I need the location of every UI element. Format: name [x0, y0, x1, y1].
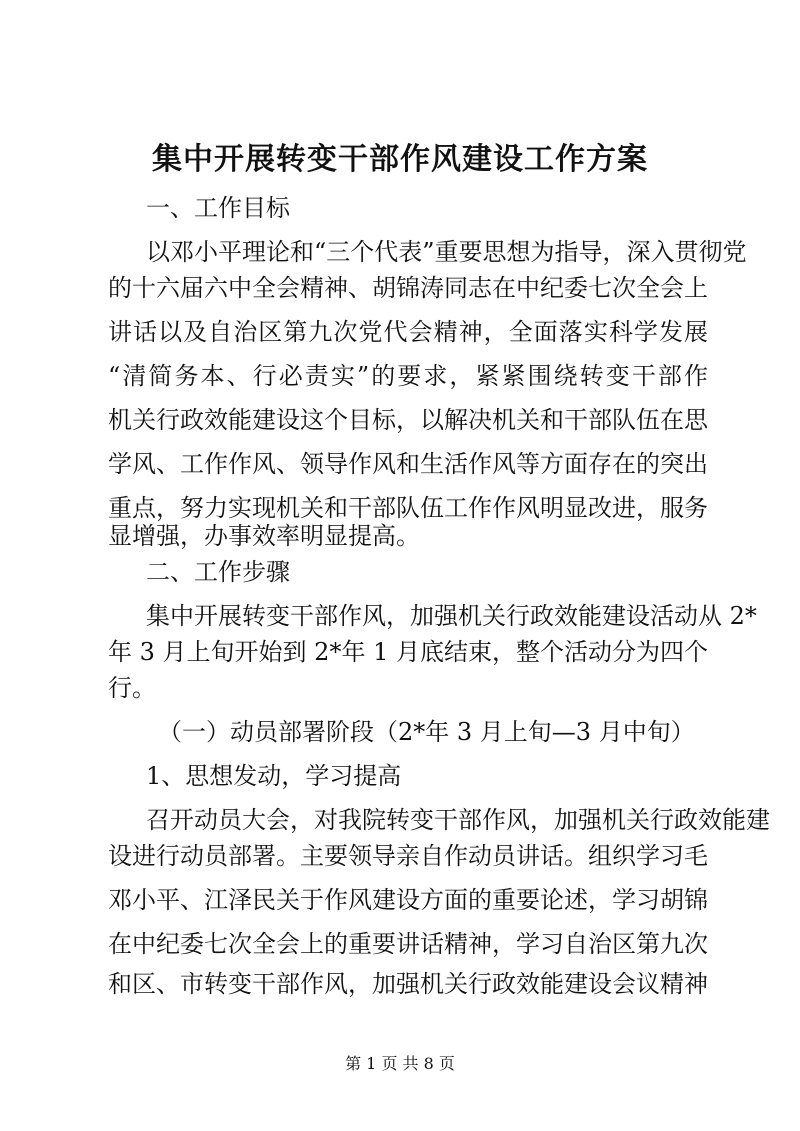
document-title: 集中开展转变干部作风建设工作方案 [152, 142, 648, 177]
paragraph-line: 的十六届六中全会精神、胡锦涛同志在中纪委七次全会上 [108, 274, 708, 302]
paragraph-line: 以邓小平理论和“三个代表”重要思想为指导，深入贯彻党 [146, 238, 747, 266]
subheading-ideological-mobilization: 1、思想发动，学习提高 [146, 762, 402, 790]
page-number-footer: 第 1 页 共 8 页 [345, 1054, 455, 1073]
paragraph-line: 显增强，办事效率明显提高。 [108, 522, 420, 550]
paragraph-line: 集中开展转变干部作风，加强机关行政效能建设活动从 2* [146, 602, 757, 630]
paragraph-line: 年 3 月上旬开始到 2*年 1 月底结束，整个活动分为四个 [108, 638, 708, 666]
heading-work-steps: 二、工作步骤 [146, 558, 290, 586]
paragraph-line: 在中纪委七次全会上的重要讲话精神，学习自治区第九次 [108, 930, 708, 958]
paragraph-line: 重点，努力实现机关和干部队伍工作作风明显改进，服务 [108, 494, 708, 522]
paragraph-line: 机关行政效能建设这个目标，以解决机关和干部队伍在思 [108, 406, 708, 434]
paragraph-line: 行。 [108, 674, 156, 702]
paragraph-line: 邓小平、江泽民关于作风建设方面的重要论述，学习胡锦 [108, 886, 708, 914]
paragraph-line: 召开动员大会，对我院转变干部作风，加强机关行政效能建 [146, 806, 770, 834]
subheading-mobilization-phase: （一）动员部署阶段（2*年 3 月上旬—3 月中旬） [158, 718, 695, 746]
paragraph-line: 设进行动员部署。主要领导亲自作动员讲话。组织学习毛 [108, 842, 708, 870]
paragraph-line: 学风、工作作风、领导作风和生活作风等方面存在的突出 [108, 450, 708, 478]
paragraph-line: 和区、市转变干部作风，加强机关行政效能建设会议精神 [108, 970, 708, 998]
paragraph-line: “清简务本、行必责实”的要求，紧紧围绕转变干部作 [108, 362, 708, 390]
heading-work-goals: 一、工作目标 [146, 194, 290, 222]
paragraph-line: 讲话以及自治区第九次党代会精神，全面落实科学发展 [108, 318, 708, 346]
